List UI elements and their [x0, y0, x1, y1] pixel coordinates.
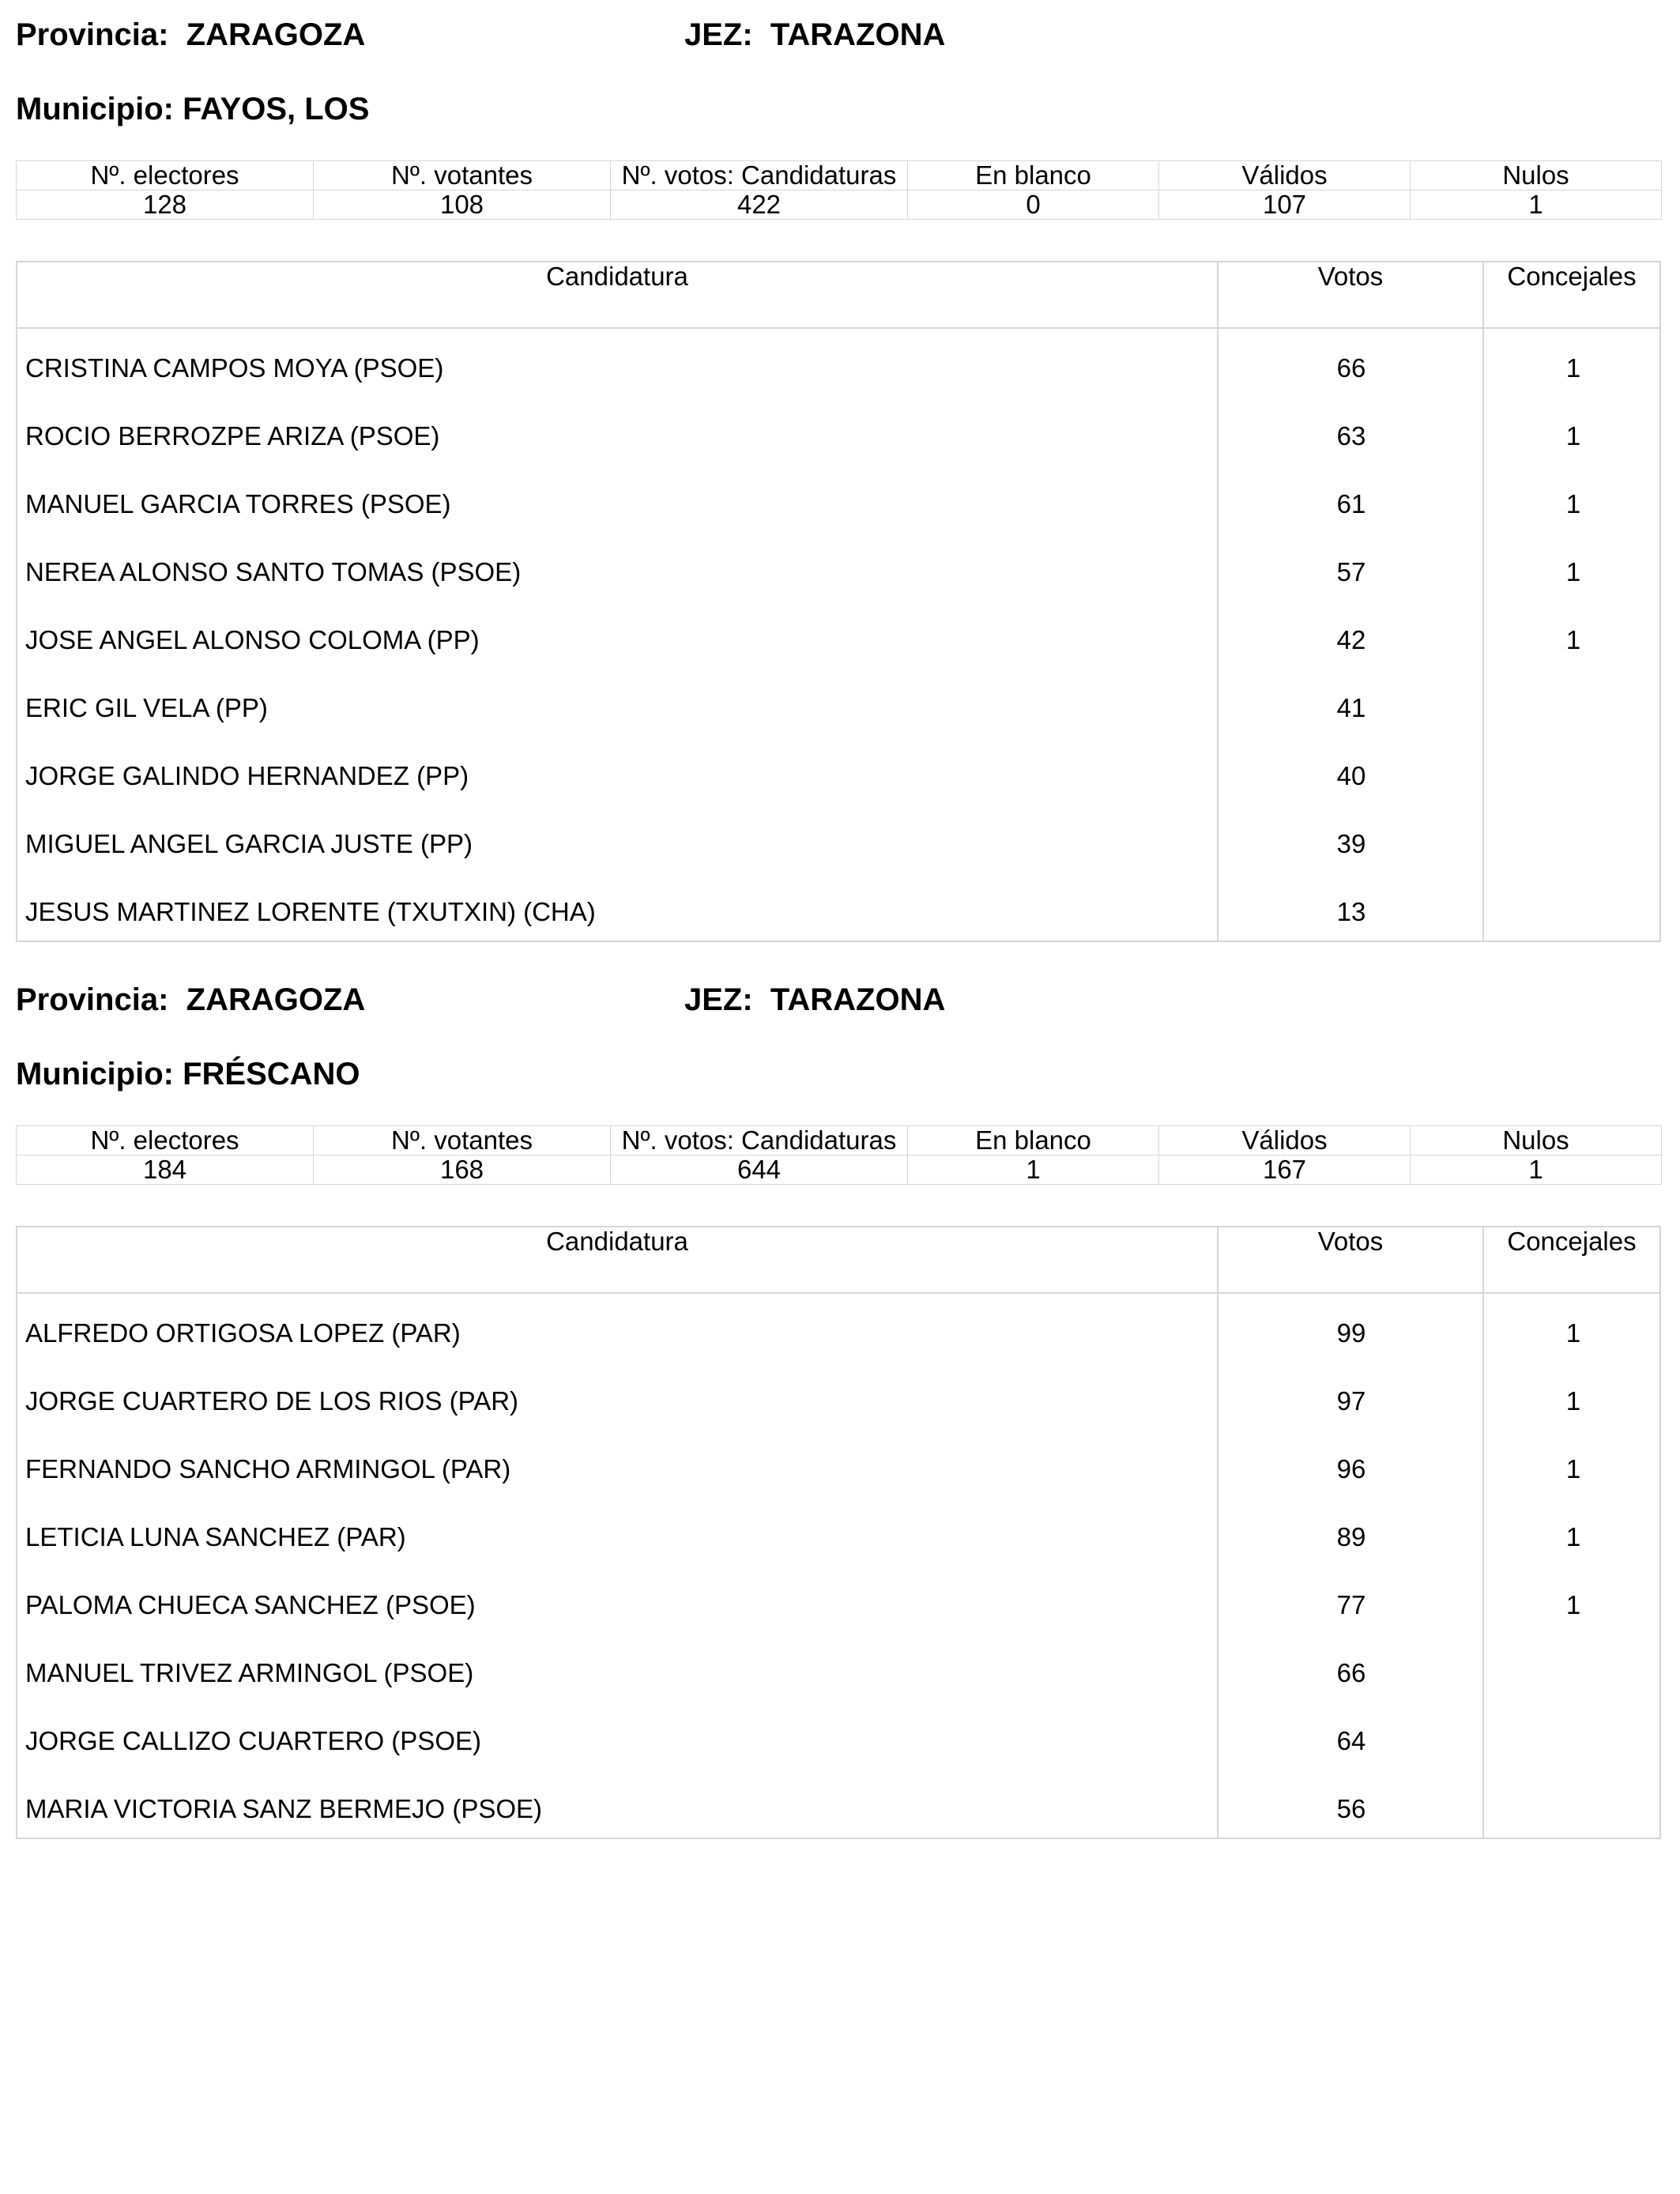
summary-header-cell: Válidos	[1159, 1126, 1411, 1155]
candidate-concejales: 1	[1565, 1454, 1581, 1483]
candidate-votes: 89	[1336, 1522, 1366, 1551]
candidate-concejales: 1	[1565, 421, 1581, 450]
summary-header-cell: En blanco	[908, 161, 1159, 190]
candidatura-rows	[17, 329, 1659, 941]
header-concejales: Concejales	[1507, 262, 1637, 291]
candidatura-rows	[17, 1294, 1659, 1838]
candidate-name: MIGUEL ANGEL GARCIA JUSTE (PP)	[25, 829, 473, 858]
candidate-votes: 57	[1336, 557, 1366, 586]
summary-header-cell: Nulos	[1411, 161, 1662, 190]
provincia-label: Provincia:	[16, 17, 169, 52]
table-row	[17, 1294, 1659, 1362]
candidate-concejales: 1	[1565, 489, 1581, 518]
candidate-votes: 64	[1336, 1726, 1366, 1755]
candidate-votes: 39	[1336, 829, 1366, 858]
summary-value-cell: 422	[611, 190, 908, 220]
candidate-name: ERIC GIL VELA (PP)	[25, 693, 268, 722]
table-row	[17, 1566, 1659, 1634]
header-candidatura: Candidatura	[546, 1227, 688, 1256]
summary-header-cell: Nº. votos: Candidaturas	[611, 161, 908, 190]
summary-header-row	[17, 161, 1662, 190]
table-row	[17, 397, 1659, 465]
summary-value-cell: 168	[314, 1155, 611, 1185]
candidate-concejales: 1	[1565, 1590, 1581, 1619]
summary-value-cell: 184	[17, 1155, 314, 1185]
summary-header-cell: Nº. votos: Candidaturas	[611, 1126, 908, 1155]
table-row	[17, 1702, 1659, 1770]
candidate-concejales: 1	[1565, 557, 1581, 586]
summary-value-cell: 644	[611, 1155, 908, 1185]
table-row	[17, 805, 1659, 873]
summary-header-cell: En blanco	[908, 1126, 1159, 1155]
candidate-name: JORGE GALINDO HERNANDEZ (PP)	[25, 761, 469, 790]
summary-table	[16, 1125, 1662, 1185]
candidate-votes: 13	[1336, 897, 1366, 926]
table-row	[17, 329, 1659, 397]
candidate-votes: 97	[1336, 1386, 1366, 1416]
summary-header-cell: Nº. votantes	[314, 1126, 611, 1155]
table-row	[17, 1770, 1659, 1838]
candidate-votes: 96	[1336, 1454, 1366, 1483]
candidate-votes: 40	[1336, 761, 1366, 790]
summary-header-cell: Nº. electores	[17, 1126, 314, 1155]
table-row	[17, 1362, 1659, 1430]
candidate-concejales: 1	[1565, 1318, 1581, 1348]
candidate-name: JORGE CALLIZO CUARTERO (PSOE)	[25, 1726, 481, 1755]
candidate-votes: 61	[1336, 489, 1366, 518]
candidate-name: FERNANDO SANCHO ARMINGOL (PAR)	[25, 1454, 511, 1483]
candidate-votes: 56	[1336, 1794, 1366, 1823]
candidate-votes: 42	[1336, 625, 1366, 654]
summary-header-cell: Válidos	[1159, 161, 1411, 190]
candidate-votes: 63	[1336, 421, 1366, 450]
table-row	[17, 465, 1659, 533]
candidate-name: MARIA VICTORIA SANZ BERMEJO (PSOE)	[25, 1794, 543, 1823]
candidate-name: MANUEL GARCIA TORRES (PSOE)	[25, 489, 451, 518]
candidatura-table	[16, 1226, 1661, 1839]
table-row	[17, 737, 1659, 805]
summary-value-cell: 107	[1159, 190, 1411, 220]
municipio-section	[0, 0, 1680, 948]
jez-value: TARAZONA	[770, 982, 946, 1017]
table-row	[17, 1498, 1659, 1566]
table-row	[17, 1634, 1659, 1702]
summary-header-cell: Nº. votantes	[314, 161, 611, 190]
candidate-name: LETICIA LUNA SANCHEZ (PAR)	[25, 1522, 406, 1551]
provincia-value: ZARAGOZA	[186, 982, 366, 1017]
summary-value-cell: 0	[908, 190, 1159, 220]
candidate-concejales: 1	[1565, 1386, 1581, 1416]
summary-header-row	[17, 1126, 1662, 1155]
candidate-name: JORGE CUARTERO DE LOS RIOS (PAR)	[25, 1386, 519, 1416]
provincia-label: Provincia:	[16, 982, 169, 1017]
municipio-heading	[16, 1058, 360, 1090]
candidate-votes: 77	[1336, 1590, 1366, 1619]
summary-value-row	[17, 190, 1662, 220]
candidate-name: NEREA ALONSO SANTO TOMAS (PSOE)	[25, 557, 522, 586]
municipio-value: FAYOS, LOS	[183, 92, 370, 126]
summary-value-cell: 108	[314, 190, 611, 220]
candidate-votes: 66	[1336, 1658, 1366, 1687]
candidate-name: ROCIO BERROZPE ARIZA (PSOE)	[25, 421, 440, 450]
candidate-name: MANUEL TRIVEZ ARMINGOL (PSOE)	[25, 1658, 474, 1687]
summary-value-cell: 1	[1411, 190, 1662, 220]
summary-value-cell: 167	[1159, 1155, 1411, 1185]
jez-heading	[684, 984, 945, 1016]
summary-value-cell: 1	[908, 1155, 1159, 1185]
summary-table	[16, 160, 1662, 220]
candidate-votes: 66	[1336, 353, 1366, 383]
summary-header-cell: Nº. electores	[17, 161, 314, 190]
jez-label: JEZ:	[684, 17, 753, 52]
candidate-concejales: 1	[1565, 1522, 1581, 1551]
candidate-name: JESUS MARTINEZ LORENTE (TXUTXIN) (CHA)	[25, 897, 596, 926]
header-votos: Votos	[1317, 1227, 1384, 1256]
candidatura-header-row	[17, 1227, 1659, 1294]
summary-header-cell: Nulos	[1411, 1126, 1662, 1155]
candidatura-table	[16, 261, 1661, 942]
header-votos: Votos	[1317, 262, 1384, 291]
jez-value: TARAZONA	[770, 17, 946, 52]
municipio-value: FRÉSCANO	[183, 1057, 360, 1091]
municipio-label: Municipio:	[16, 1057, 174, 1091]
municipio-section	[0, 965, 1680, 1913]
candidate-name: CRISTINA CAMPOS MOYA (PSOE)	[25, 353, 444, 383]
candidate-name: JOSE ANGEL ALONSO COLOMA (PP)	[25, 625, 480, 654]
summary-value-cell: 128	[17, 190, 314, 220]
table-row	[17, 669, 1659, 737]
provincia-value: ZARAGOZA	[186, 17, 366, 52]
table-row	[17, 533, 1659, 601]
summary-value-cell: 1	[1411, 1155, 1662, 1185]
table-row	[17, 873, 1659, 941]
table-row	[17, 601, 1659, 669]
candidatura-header-row	[17, 262, 1659, 329]
table-row	[17, 1430, 1659, 1498]
municipio-label: Municipio:	[16, 92, 174, 126]
candidate-name: PALOMA CHUECA SANCHEZ (PSOE)	[25, 1590, 476, 1619]
provincia-heading	[16, 984, 365, 1016]
municipio-heading	[16, 93, 369, 125]
header-candidatura: Candidatura	[546, 262, 688, 291]
jez-heading	[684, 19, 945, 51]
jez-label: JEZ:	[684, 982, 753, 1017]
summary-value-row	[17, 1155, 1662, 1185]
header-concejales: Concejales	[1507, 1227, 1637, 1256]
candidate-name: ALFREDO ORTIGOSA LOPEZ (PAR)	[25, 1318, 461, 1348]
candidate-votes: 99	[1336, 1318, 1366, 1348]
provincia-heading	[16, 19, 365, 51]
candidate-votes: 41	[1336, 693, 1366, 722]
candidate-concejales: 1	[1565, 625, 1581, 654]
candidate-concejales: 1	[1565, 353, 1581, 383]
